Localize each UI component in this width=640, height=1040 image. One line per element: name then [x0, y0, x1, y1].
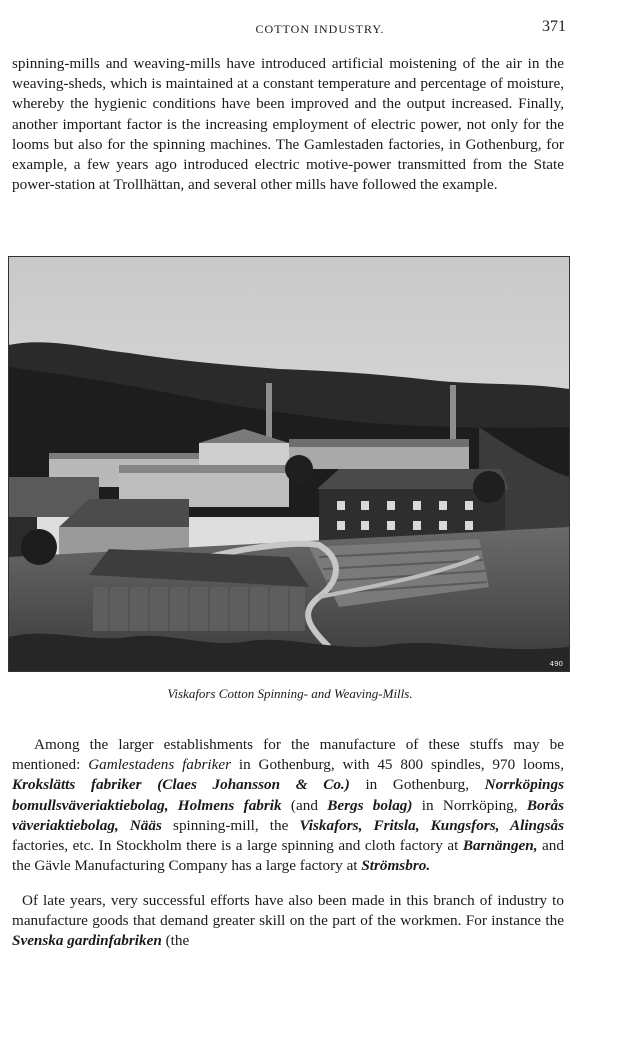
page-number: 371	[542, 18, 566, 35]
company-name: Viskafors, Fritsla, Kungsfors, Alingsås	[299, 816, 564, 834]
company-name: Krokslätts fabriker (Claes Johansson & Co.)	[12, 776, 350, 794]
mill-photograph-drawing	[9, 257, 569, 671]
company-name: Strömsbro.	[361, 857, 431, 875]
mill-photograph	[8, 256, 570, 672]
text-run: factories, etc. In Stockholm there is a large spinning and cloth factory at	[12, 837, 463, 855]
page-header	[0, 18, 640, 42]
company-name: Borås väveriaktiebolag, Nääs	[12, 796, 564, 834]
company-name: Svenska gardinfabriken	[12, 932, 162, 950]
figure-caption: Viskafors Cotton Spinning- and Weaving-Mills.	[167, 686, 413, 701]
company-name: Barnängen,	[462, 837, 538, 855]
text-run: Among the larger establishments for the manufacture of these stuffs may be mentioned:	[12, 736, 564, 774]
text-run: (and	[281, 796, 328, 814]
company-name: Norrköpings bomullsväveriaktiebolag, Holmens fabrik	[12, 776, 564, 814]
body-paragraph	[12, 735, 564, 876]
plate-number: 490	[549, 660, 563, 668]
company-name: Bergs bolag)	[327, 796, 413, 814]
text-run: (the	[161, 932, 190, 950]
text-run: spinning-mill, the	[161, 816, 300, 834]
company-name: Gamlestadens fabriker	[88, 756, 232, 774]
text-run: and the Gävle Manufacturing Company has a large factory at	[12, 837, 564, 875]
text-run: in Gothenburg,	[349, 776, 485, 794]
text-run: in Norrköping,	[412, 796, 527, 814]
running-title: COTTON INDUSTRY.	[255, 22, 385, 36]
body-paragraph	[12, 891, 564, 952]
text-run: Of late years, very successful efforts have also been made in this branch of industry to manufacture goods that demand greater skill on the part of the workmen. For instance the	[12, 892, 564, 930]
body-paragraph: spinning-mills and weaving-mills have introduced artificial moistening of the air in the weaving-sheds, which is maintained at a constant temperature and percentage of moisture, whereby the hygienic conditions have been improved and the output increased. Finally, another important factor is the increasing employment of electric power, not only for the looms but also for the spinning machines. The Gamlestaden factories, in Gothenburg, for example, a few years ago introduced electric motive-power transmitted from the State power-station at Trollhättan, and several other mills have followed the example.	[12, 55, 564, 194]
text-run: in Gothenburg, with 45 800 spindles, 970 looms,	[231, 756, 564, 774]
